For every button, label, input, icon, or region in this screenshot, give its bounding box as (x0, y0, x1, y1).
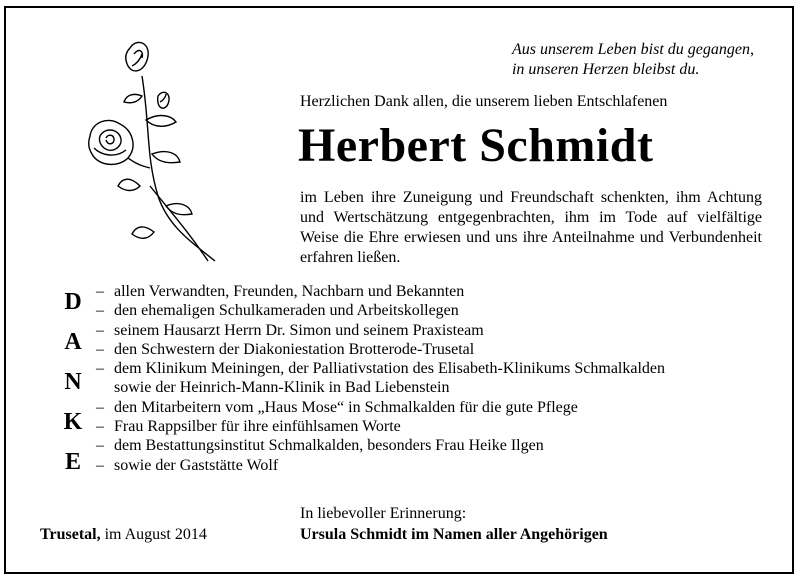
deceased-name: Herbert Schmidt (298, 119, 654, 172)
list-item-text: den Mitarbeitern vom „Haus Mose“ in Schmalkalden für die gute Pflege (114, 398, 578, 416)
rose-illustration (80, 36, 230, 266)
list-item (96, 398, 665, 417)
list-item-text: den Schwestern der Diakoniestation Brotterode-Trusetal (114, 340, 475, 358)
signature-line: Ursula Schmidt im Namen aller Angehörigen (300, 526, 608, 543)
list-item (96, 436, 665, 455)
intro-line: Herzlichen Dank allen, die unserem lieben Entschlafenen (300, 93, 668, 110)
list-item-text: Frau Rappsilber für ihre einfühlsamen Worte (114, 418, 401, 436)
danke-vertical (58, 282, 88, 482)
list-item-text: den ehemaligen Schulkameraden und Arbeitskollegen (114, 302, 459, 320)
motto-line-2: in unseren Herzen bleibst du. (511, 61, 700, 78)
danke-letter: K (63, 409, 83, 435)
dash: – (96, 398, 104, 416)
motto (512, 40, 754, 80)
list-item-text: sowie der Gaststätte Wolf (114, 456, 279, 474)
place-date (40, 526, 207, 544)
dash: – (96, 456, 104, 474)
list-item (96, 359, 665, 398)
danke-letter: A (64, 329, 82, 355)
list-item-text: dem Klinikum Meiningen, der Palliativstation des Elisabeth-Klinikums Schmalkalden sowie der Heinrich-Mann-Klinik in Bad Liebenstein (114, 360, 666, 397)
dash: – (96, 302, 104, 320)
motto-line-1: Aus unserem Leben bist du gegangen, (511, 41, 754, 58)
danke-letter: N (64, 369, 82, 395)
list-item (96, 282, 665, 301)
list-item (96, 417, 665, 436)
list-item (96, 321, 665, 340)
list-item (96, 456, 665, 475)
dash: – (96, 340, 104, 358)
dash: – (96, 418, 104, 436)
danke-letter: E (64, 449, 81, 475)
list-item-text: dem Bestattungsinstitut Schmalkalden, besonders Frau Heike Ilgen (114, 437, 544, 455)
thanks-list (96, 282, 665, 475)
dash: – (96, 437, 104, 455)
place-date-text: im August 2014 (104, 526, 207, 543)
danke-letter: D (64, 289, 82, 315)
dash: – (96, 321, 104, 339)
list-item (96, 340, 665, 359)
dash: – (96, 360, 104, 378)
thanks-paragraph: im Leben ihre Zuneigung und Freundschaft schenkten, ihm Achtung und Wertschätzung entgegenbrachten, ihm im Tode auf vielfältige Weise die Ehre erwiesen und uns ihre Anteilnahme und Verbundenheit erfahren ließen. (300, 189, 762, 266)
place-town: Trusetal, (40, 526, 101, 543)
dash: – (96, 283, 104, 300)
list-item-text: seinem Hausarzt Herrn Dr. Simon und seinem Praxisteam (114, 321, 484, 339)
list-item (96, 301, 665, 320)
closing-line: In liebevoller Erinnerung: (300, 505, 467, 522)
list-item-text: allen Verwandten, Freunden, Nachbarn und Bekannten (114, 283, 465, 300)
